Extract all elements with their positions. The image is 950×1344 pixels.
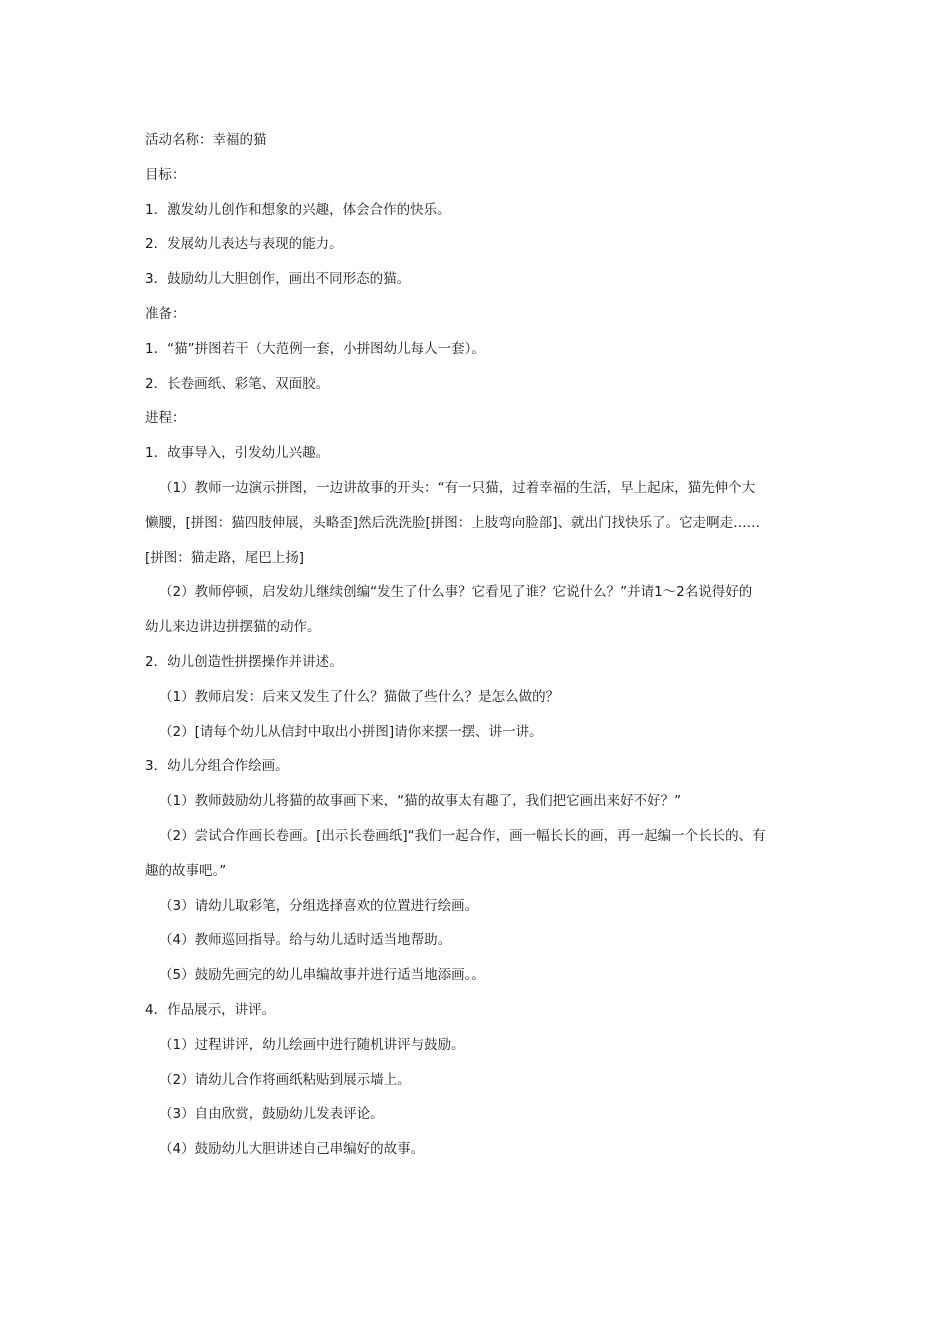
text-line: （3）请幼儿取彩笔，分组选择喜欢的位置进行绘画。 <box>159 897 479 914</box>
text-line: 准备： <box>145 305 186 322</box>
text-line: （3）自由欣赏，鼓励幼儿发表评论。 <box>159 1106 384 1123</box>
text-line: 1．故事导入，引发幼儿兴趣。 <box>145 445 330 462</box>
text-line: 3．幼儿分组合作绘画。 <box>145 758 289 775</box>
text-line: （1）教师启发：后来又发生了什么？猫做了些什么？是怎么做的？ <box>159 688 560 705</box>
text-line: 趣的故事吧。” <box>145 862 227 879</box>
text-line: （1）教师一边演示拼图，一边讲故事的开头：“有一只猫，过着幸福的生活，早上起床，猫先伸个大 <box>159 479 756 496</box>
text-line: 1．激发幼儿创作和想象的兴趣，体会合作的快乐。 <box>145 201 451 218</box>
text-line: （2）教师停顿，启发幼儿继续创编“发生了什么事？它看见了谁？它说什么？”并请1～2名说得好的 <box>159 584 753 601</box>
document-body <box>145 123 810 1167</box>
text-line: 2．发展幼儿表达与表现的能力。 <box>145 236 343 253</box>
text-line: （2）请幼儿合作将画纸粘贴到展示墙上。 <box>159 1071 411 1088</box>
text-line: 懒腰，[拼图：猫四肢伸展，头略歪]然后洗洗脸[拼图：上肢弯向脸部]、就出门找快乐了。它走啊走…… <box>145 514 761 531</box>
text-line: （2）尝试合作画长卷画。[出示长卷画纸]“我们一起合作，画一幅长长的画，再一起编一个长长的、有 <box>159 827 766 844</box>
text-line: 2．长卷画纸、彩笔、双面胶。 <box>145 375 330 392</box>
text-line: 活动名称：幸福的猫 <box>145 132 267 148</box>
text-line: （5）鼓励先画完的幼儿串编故事并进行适当地添画。。 <box>159 967 485 984</box>
text-line: （2）[请每个幼儿从信封中取出小拼图]请你来摆一摆、讲一讲。 <box>159 723 543 740</box>
text-line: 1．“猫”拼图若干（大范例一套，小拼图幼儿每人一套）。 <box>145 340 485 357</box>
text-line: （1）过程讲评，幼儿绘画中进行随机讲评与鼓励。 <box>159 1036 465 1053</box>
text-line: 幼儿来边讲边拼摆猫的动作。 <box>145 619 321 636</box>
text-line: 3．鼓励幼儿大胆创作，画出不同形态的猫。 <box>145 271 411 288</box>
text-line: （4）教师巡回指导。给与幼儿适时适当地帮助。 <box>159 932 452 949</box>
text-line: （1）教师鼓励幼儿将猫的故事画下来，“猫的故事太有趣了，我们把它画出来好不好？” <box>159 793 682 810</box>
text-line: （4）鼓励幼儿大胆讲述自己串编好的故事。 <box>159 1141 425 1158</box>
text-line: 进程： <box>145 410 186 427</box>
text-line: [拼图：猫走路，尾巴上扬] <box>145 549 305 566</box>
text-line: 2．幼儿创造性拼摆操作并讲述。 <box>145 653 343 670</box>
text-line: 4．作品展示，讲评。 <box>145 1001 276 1018</box>
text-line: 目标： <box>145 166 186 183</box>
